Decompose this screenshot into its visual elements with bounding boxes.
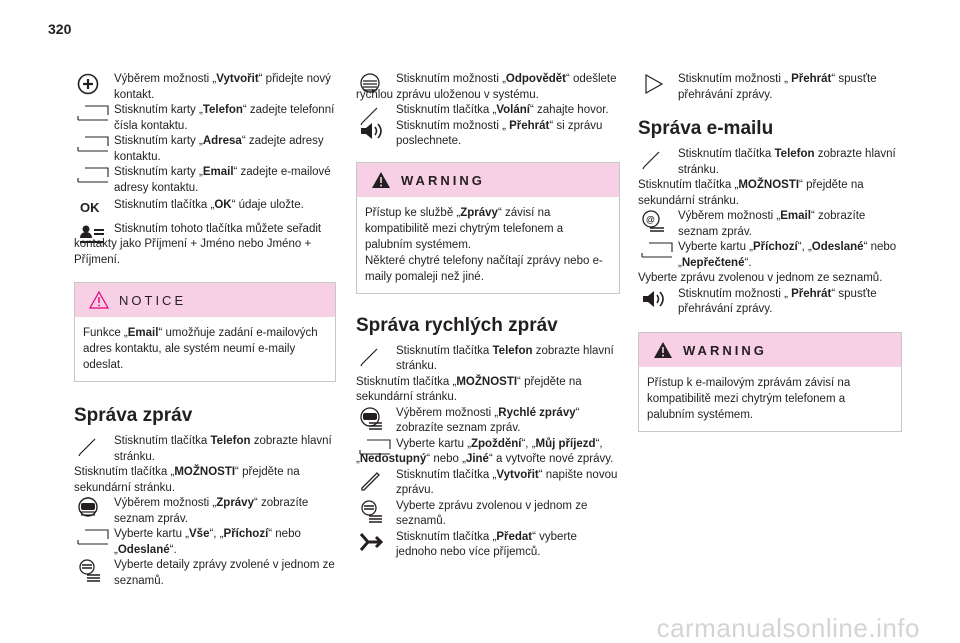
list-item xyxy=(74,165,336,196)
item-text: Vyberte kartu „Vše“, „Příchozí“ nebo „Odeslané“. xyxy=(114,528,301,556)
item-text: Stisknutím karty „Adresa“ zadejte adresy kontaktu. xyxy=(114,135,324,163)
item-text: Stisknutím tlačítka Telefon zobrazte hlavní stránku. xyxy=(114,435,332,463)
quick-message-icon xyxy=(359,407,391,429)
warning-text xyxy=(639,367,901,431)
ok-label: OK xyxy=(80,200,100,215)
tab-icon xyxy=(359,438,391,460)
warning-box xyxy=(356,162,620,294)
warning-box xyxy=(638,332,902,432)
warning-label: WARNING xyxy=(401,172,485,188)
list-item xyxy=(356,344,620,375)
sort-contacts-icon xyxy=(79,224,111,246)
pen-icon xyxy=(641,148,673,170)
warning-triangle-icon xyxy=(89,291,109,315)
item-text: Stisknutím tlačítka „OK“ údaje uložte. xyxy=(114,199,304,211)
section-title-rychle-zpravy: Správa rychlých zpráv xyxy=(356,314,558,336)
list-item: Vyberte zprávu zvolenou v jednom ze seznamů. xyxy=(638,272,883,284)
list-item xyxy=(356,530,620,561)
column-1 xyxy=(74,72,336,589)
item-text: Stisknutím tlačítka „Předat“ vyberte jednoho nebo více příjemců. xyxy=(396,530,577,558)
notice-header xyxy=(75,283,335,317)
column-2 xyxy=(356,72,620,561)
column-3 xyxy=(638,72,902,432)
item-text: Stisknutím možnosti „ Přehrát“ spusťte přehrávání zprávy. xyxy=(678,73,877,101)
item-text: Výběrem možnosti „Vytvořit“ přidejte nový kontakt. xyxy=(114,73,331,101)
tab-icon xyxy=(641,241,673,263)
list-item xyxy=(74,527,336,558)
reply-icon xyxy=(359,73,391,95)
list-item xyxy=(638,240,902,271)
pen-icon xyxy=(77,435,109,457)
list-item xyxy=(74,198,336,214)
list-item xyxy=(638,209,902,240)
pencil-icon xyxy=(359,469,391,491)
speaker-icon xyxy=(641,288,673,310)
item-text: Stisknutím možnosti „Odpovědět“ odešlete rychlou zprávu uloženou v systému. xyxy=(356,73,617,101)
list-item xyxy=(356,468,620,499)
list-item xyxy=(74,72,336,103)
list-item xyxy=(638,287,902,318)
pen-icon xyxy=(359,345,391,367)
warning-header xyxy=(639,333,901,367)
warning-triangle-icon xyxy=(371,171,391,195)
item-text: Stisknutím tlačítka Telefon zobrazte hlavní stránku. xyxy=(396,344,614,372)
page-number: 320 xyxy=(48,21,72,37)
list-item xyxy=(638,147,902,178)
tab-icon xyxy=(77,528,109,550)
tab-icon xyxy=(77,104,109,126)
item-text: Výběrem možnosti „Email“ zobrazíte seznam zpráv. xyxy=(678,210,866,238)
warning-line: Některé chytré telefony načítají zprávy nebo e-maily pomaleji než jiné. xyxy=(365,254,603,283)
svg-text:@: @ xyxy=(646,214,655,225)
tab-icon xyxy=(77,166,109,188)
item-text: Stisknutím tohoto tlačítka můžete seřadit kontakty jako Příjmení + Jméno nebo Jméno + Příjmení. xyxy=(74,222,322,266)
warning-text xyxy=(357,197,619,293)
email-icon xyxy=(641,210,673,232)
section-title-sprava-zprav: Správa zpráv xyxy=(74,405,193,426)
list-item xyxy=(74,103,336,134)
warning-header xyxy=(357,163,619,197)
list-item xyxy=(356,103,620,119)
section-title-sprava-e-mailu: Správa e-mailu xyxy=(638,118,774,139)
item-text: Stisknutím možnosti „ Přehrát“ spusťte přehrávání zprávy. xyxy=(678,287,877,315)
sms-icon xyxy=(77,497,109,519)
forward-icon xyxy=(359,531,391,553)
item-text: Stisknutím možnosti „ Přehrát“ si zprávu poslechnete. xyxy=(396,119,603,147)
list-item: Stisknutím tlačítka „MOŽNOSTI“ přejděte na sekundární stránku. xyxy=(356,375,582,403)
item-text: Vyberte kartu „Příchozí“, „Odeslané“ nebo „Nepřečtené“. xyxy=(678,241,897,269)
message-detail-icon xyxy=(359,500,391,522)
item-text: Vyberte detaily zprávy zvolené v jednom ze seznamů. xyxy=(114,559,335,587)
item-text: Výběrem možnosti „Zprávy“ zobrazíte seznam zpráv. xyxy=(114,497,309,525)
message-detail-icon xyxy=(77,559,109,581)
warning-label: WARNING xyxy=(683,342,767,358)
speaker-icon xyxy=(359,120,391,142)
item-text: Stisknutím tlačítka „Vytvořit“ napište novou zprávu. xyxy=(396,468,618,496)
list-item xyxy=(74,496,336,527)
warning-line: Přístup ke službě „Zprávy“ závisí na kompatibilitě mezi chytrým telefonem a palubním systémem. xyxy=(365,206,564,251)
play-icon xyxy=(641,73,673,95)
item-text: Stisknutím tlačítka Telefon zobrazte hlavní stránku. xyxy=(678,148,896,176)
list-item xyxy=(74,134,336,165)
item-text: Stisknutím karty „Email“ zadejte e-mailové adresy kontaktu. xyxy=(114,166,331,194)
item-text: Stisknutím karty „Telefon“ zadejte telefonní čísla kontaktu. xyxy=(114,104,335,132)
notice-box xyxy=(74,282,336,382)
notice-label: NOTICE xyxy=(119,293,187,308)
list-item: Stisknutím tlačítka „MOŽNOSTI“ přejděte na sekundární stránku. xyxy=(638,179,864,207)
list-item xyxy=(74,434,336,465)
notice-text: Funkce „Email“ umožňuje zadání e-mailových adres kontaktu, ale systém neumí e-maily odeslat. xyxy=(83,327,318,371)
list-item xyxy=(356,437,620,468)
list-item: Stisknutím tlačítka „MOŽNOSTI“ přejděte na sekundární stránku. xyxy=(74,466,300,494)
watermark-footer: carmanualsonline.info xyxy=(656,612,920,643)
item-text: Vyberte kartu „Zpoždění“, „Můj příjezd“, „Nedostupný“ nebo „Jiné“ a vytvořte nové zprávy. xyxy=(356,437,614,465)
item-text: Výběrem možnosti „Rychlé zprávy“ zobrazíte seznam zpráv. xyxy=(396,406,580,434)
list-item xyxy=(638,72,902,103)
list-item xyxy=(356,406,620,437)
warning-line: Přístup k e-mailovým zprávám závisí na kompatibilitě mezi chytrým telefonem a palubním systémem. xyxy=(647,376,851,421)
item-text: Vyberte zprávu zvolenou v jednom ze seznamů. xyxy=(396,499,588,527)
list-item xyxy=(356,72,620,103)
list-item xyxy=(74,222,336,269)
tab-icon xyxy=(77,135,109,157)
list-item xyxy=(356,119,620,150)
list-item xyxy=(74,558,336,589)
item-text: Stisknutím tlačítka „Volání“ zahajte hovor. xyxy=(396,104,609,116)
list-item xyxy=(356,499,620,530)
add-contact-icon xyxy=(77,73,109,95)
warning-triangle-icon xyxy=(653,341,673,365)
